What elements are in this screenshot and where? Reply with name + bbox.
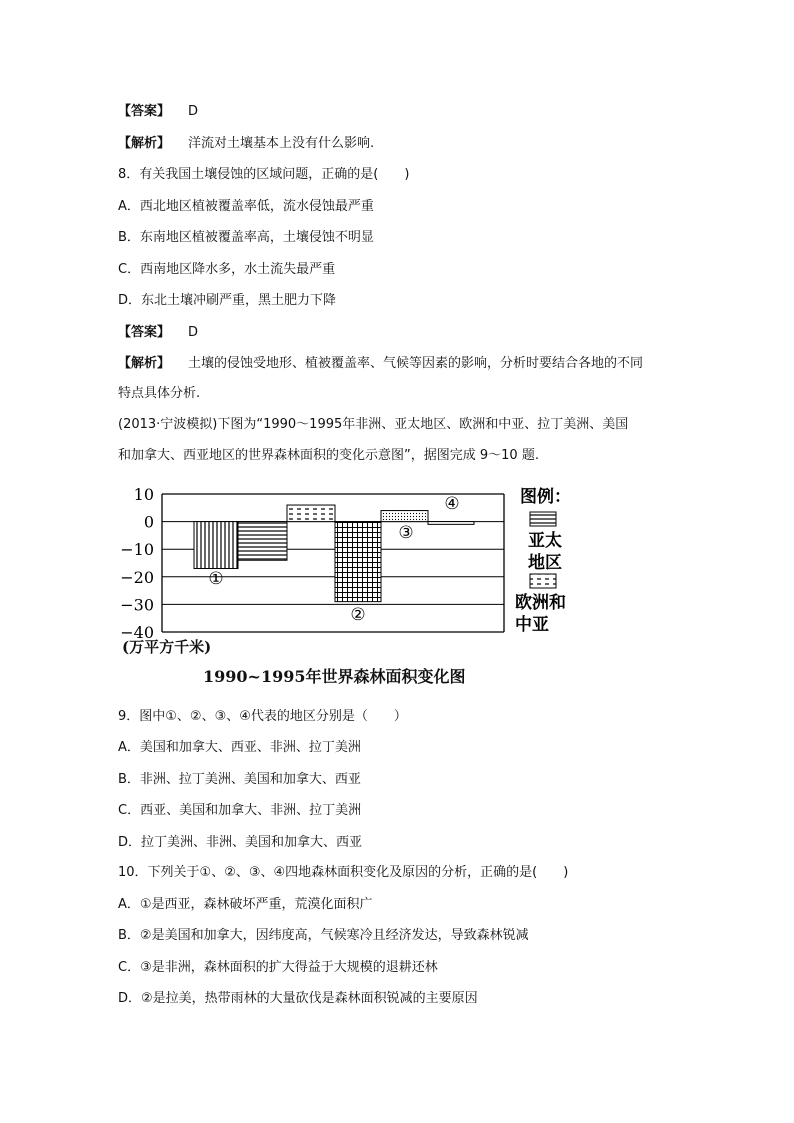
bar-label: ② xyxy=(350,605,366,625)
question-9-option-b: B．非洲、拉丁美洲、美国和加拿大、西亚 xyxy=(118,772,361,787)
analysis-text-continued: 特点具体分析. xyxy=(118,386,201,401)
legend-title: 图例： xyxy=(520,487,571,507)
question-8-option-c: C．西南地区降水多，水土流失最严重 xyxy=(118,262,336,277)
analysis-tag: 【解析】 xyxy=(118,136,171,151)
intro-line-1: (2013·宁波模拟)下图为“1990～1995年非洲、亚太地区、欧洲和中亚、拉丁美洲、美国 xyxy=(118,417,629,432)
bar xyxy=(287,505,335,522)
y-tick-label: −30 xyxy=(120,595,154,615)
answer-value: D xyxy=(188,325,199,340)
answer-line-2 xyxy=(118,324,198,342)
question-10-option-d: D．②是拉美，热带雨林的大量砍伐是森林面积锐减的主要原因 xyxy=(118,991,478,1006)
analysis-line-1 xyxy=(118,135,374,153)
bar-label: ④ xyxy=(444,494,460,514)
question-9-option-c: C．西亚、美国和加拿大、非洲、拉丁美洲 xyxy=(118,803,362,818)
legend-label: 亚太 xyxy=(528,531,562,551)
bars xyxy=(194,505,474,602)
y-tick-label: −20 xyxy=(120,567,154,587)
bar xyxy=(238,522,287,561)
answer-tag: 【答案】 xyxy=(118,104,171,119)
y-tick-label: −10 xyxy=(120,540,154,560)
legend-label: 地区 xyxy=(528,553,562,573)
analysis-text: 土壤的侵蚀受地形、植被覆盖率、气候等因素的影响，分析时要结合各地的不同 xyxy=(188,356,644,371)
legend-swatch xyxy=(530,574,556,588)
chart-title: 1990~1995年世界森林面积变化图 xyxy=(203,667,466,686)
bar xyxy=(428,522,474,525)
bar-label: ① xyxy=(208,569,224,589)
question-10: 10．下列关于①、②、③、④四地森林面积变化及原因的分析，正确的是( ) xyxy=(118,865,569,880)
y-axis-labels xyxy=(120,485,154,642)
legend xyxy=(515,486,571,635)
question-10-option-a: A．①是西亚，森林破坏严重，荒漠化面积广 xyxy=(118,897,373,912)
answer-tag: 【答案】 xyxy=(118,325,171,340)
analysis-text: 洋流对土壤基本上没有什么影响. xyxy=(188,136,375,151)
legend-label: 欧洲和 xyxy=(515,593,566,613)
question-8: 8．有关我国土壤侵蚀的区域问题，正确的是( ) xyxy=(118,167,410,182)
question-8-option-d: D．东北土壤冲刷严重，黑土肥力下降 xyxy=(118,293,337,308)
y-axis-unit: (万平方千米) xyxy=(122,638,212,656)
y-tick-label: −40 xyxy=(120,623,154,642)
analysis-line-2 xyxy=(118,355,643,373)
question-8-option-b: B．东南地区植被覆盖率高，土壤侵蚀不明显 xyxy=(118,230,374,245)
chart-svg xyxy=(112,482,582,662)
question-10-option-b: B．②是美国和加拿大，因纬度高，气候寒冷且经济发达，导致森林锐减 xyxy=(118,928,529,943)
legend-swatch xyxy=(530,512,556,526)
analysis-tag: 【解析】 xyxy=(118,356,171,371)
question-8-option-a: A．西北地区植被覆盖率低，流水侵蚀最严重 xyxy=(118,199,374,214)
question-9-option-d: D．拉丁美洲、非洲、美国和加拿大、西亚 xyxy=(118,835,363,850)
question-9: 9．图中①、②、③、④代表的地区分别是（ ） xyxy=(118,709,407,724)
question-9-option-a: A．美国和加拿大、西亚、非洲、拉丁美洲 xyxy=(118,740,361,755)
y-tick-label: 10 xyxy=(133,485,154,504)
bar-label: ③ xyxy=(398,523,414,543)
intro-line-2: 和加拿大、西亚地区的世界森林面积的变化示意图”，据图完成 9～10 题. xyxy=(118,448,539,463)
bar xyxy=(194,522,238,569)
answer-line-1 xyxy=(118,103,198,121)
bar xyxy=(335,522,381,602)
bar xyxy=(381,511,428,522)
forest-area-chart xyxy=(112,482,582,692)
question-10-option-c: C．③是非洲，森林面积的扩大得益于大规模的退耕还林 xyxy=(118,960,438,975)
legend-label: 中亚 xyxy=(515,615,549,635)
y-tick-label: 0 xyxy=(143,512,154,532)
answer-value: D xyxy=(188,104,199,119)
